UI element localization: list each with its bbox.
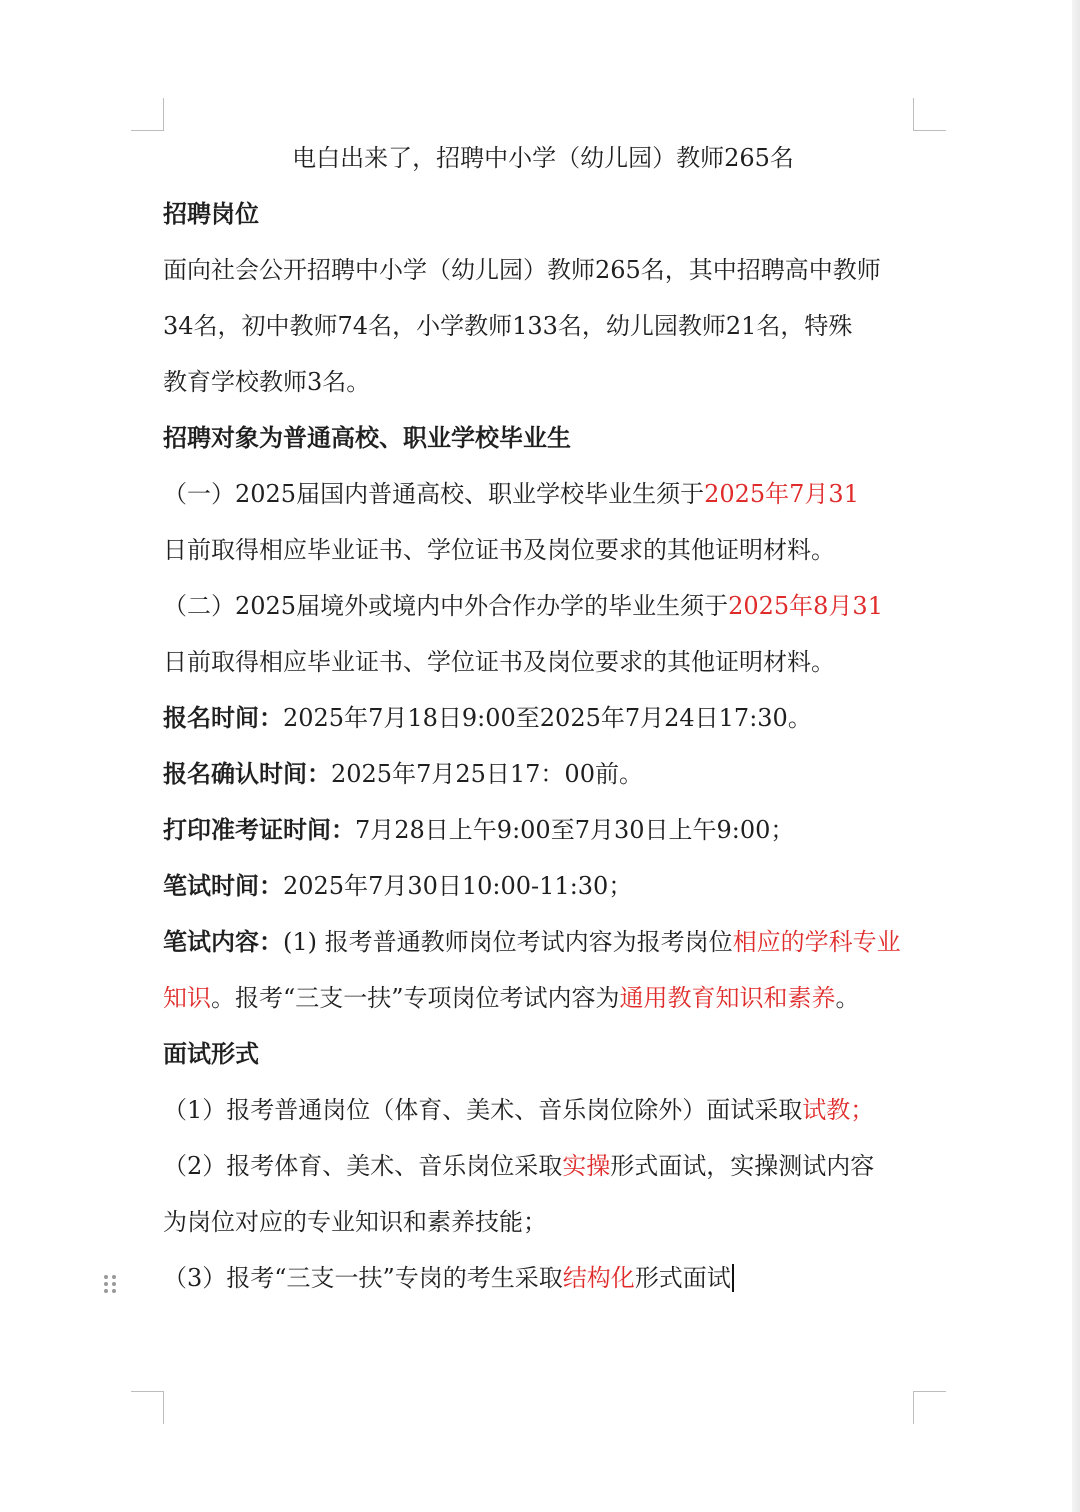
document-body[interactable]	[163, 130, 923, 1306]
margin-mark-bottom-left	[131, 1391, 164, 1424]
target-item-2	[163, 578, 923, 634]
interview-item-1-end: ；	[850, 1096, 875, 1124]
drag-handle-icon[interactable]	[104, 1275, 120, 1297]
interview-item-2	[163, 1138, 923, 1194]
confirm-time	[163, 746, 923, 802]
print-ticket-time	[163, 802, 923, 858]
written-content-label: 笔试内容：	[163, 927, 283, 956]
interview-item-3[interactable]	[163, 1250, 923, 1306]
target-item-2-cont: 日前取得相应毕业证书、学位证书及岗位要求的其他证明材料。	[163, 648, 835, 676]
heading-positions: 招聘岗位	[163, 199, 259, 228]
interview-item-2-cont: 为岗位对应的专业知识和素养技能；	[163, 1208, 547, 1236]
heading-targets: 招聘对象为普通高校、职业学校毕业生	[163, 423, 571, 452]
target-item-1-text: （一）2025届国内普通高校、职业学校毕业生须于	[163, 480, 705, 508]
margin-mark-bottom-right	[913, 1391, 946, 1424]
exam-time-value: 2025年7月30日10:00-11:30；	[283, 872, 633, 900]
exam-time	[163, 858, 923, 914]
margin-mark-top-right	[913, 98, 946, 131]
written-content-text-2: 。报考“三支一扶”专项岗位考试内容为	[211, 984, 620, 1012]
interview-item-2-rest: 形式面试，实操测试内容	[610, 1152, 875, 1180]
interview-item-3-red: 结构化	[562, 1264, 635, 1292]
print-ticket-label: 打印准考证时间：	[163, 815, 355, 844]
interview-item-1-text: （1）报考普通岗位（体育、美术、音乐岗位除外）面试采取	[163, 1096, 803, 1124]
positions-line-1: 面向社会公开招聘中小学（幼儿园）教师265名，其中招聘高中教师	[163, 256, 881, 284]
interview-item-2-red: 实操	[562, 1152, 611, 1180]
heading-interview: 面试形式	[163, 1039, 259, 1068]
written-content-text-3: 。	[835, 984, 860, 1012]
interview-item-2-text: （2）报考体育、美术、音乐岗位采取	[163, 1152, 563, 1180]
confirm-time-label: 报名确认时间：	[163, 759, 331, 788]
interview-item-3-rest: 形式面试	[634, 1264, 731, 1292]
written-content	[163, 914, 923, 1026]
interview-item-1	[163, 1082, 923, 1138]
interview-item-1-red: 试教	[802, 1096, 851, 1124]
written-content-text-1: (1) 报考普通教师岗位考试内容为报考岗位	[283, 928, 733, 956]
target-item-1-date: 2025年7月31	[704, 480, 859, 508]
signup-time-value: 2025年7月18日9:00至2025年7月24日17:30。	[283, 704, 812, 732]
confirm-time-value: 2025年7月25日17：00前。	[331, 760, 643, 788]
positions-line-2: 34名，初中教师74名，小学教师133名，幼儿园教师21名，特殊	[163, 312, 853, 340]
written-content-red-1: 相应的学科专业知识	[163, 928, 901, 1012]
target-item-1-cont: 日前取得相应毕业证书、学位证书及岗位要求的其他证明材料。	[163, 536, 835, 564]
exam-time-label: 笔试时间：	[163, 871, 283, 900]
signup-time	[163, 690, 923, 746]
target-item-1	[163, 466, 923, 522]
interview-item-3-text: （3）报考“三支一扶”专岗的考生采取	[163, 1264, 563, 1292]
text-cursor	[732, 1264, 734, 1292]
target-item-2-date: 2025年8月31	[728, 592, 883, 620]
positions-line-3: 教育学校教师3名。	[163, 368, 371, 396]
margin-mark-top-left	[131, 98, 164, 131]
signup-time-label: 报名时间：	[163, 703, 283, 732]
written-content-red-2: 通用教育知识和素养	[619, 984, 836, 1012]
scrollbar[interactable]	[1072, 0, 1080, 1512]
print-ticket-value: 7月28日上午9:00至7月30日上午9:00；	[355, 816, 795, 844]
target-item-2-text: （二）2025届境外或境内中外合作办学的毕业生须于	[163, 592, 729, 620]
document-title: 电白出来了，招聘中小学（幼儿园）教师265名	[292, 144, 794, 172]
